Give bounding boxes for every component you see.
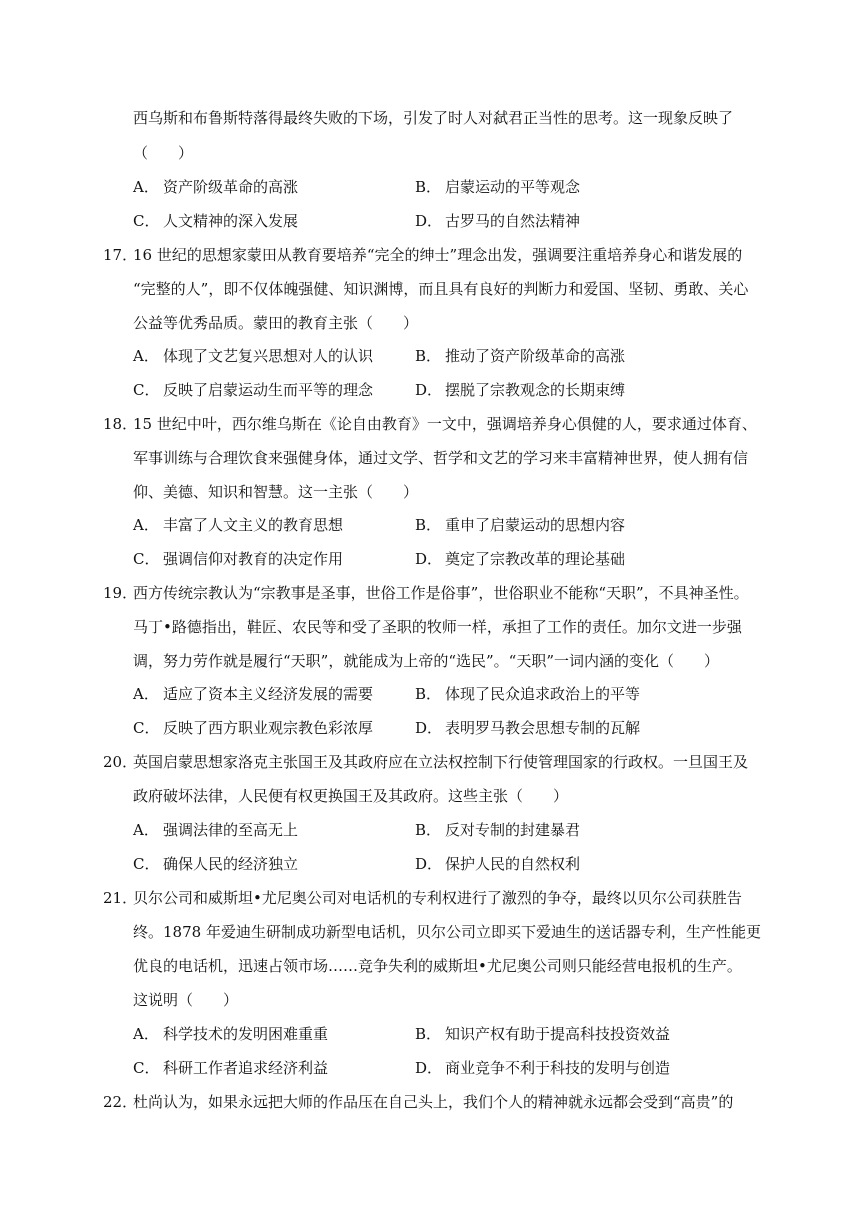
- question-text-line: 仰、美德、知识和智慧。这一主张（ ）: [133, 483, 419, 501]
- question-text-line: 调，努力劳作就是履行“天职”，就能成为上帝的“选民”。“天职”一词内涵的变化（ ）: [133, 652, 720, 670]
- option-a: A． 资产阶级革命的高涨: [133, 178, 299, 196]
- option-d: D． 表明罗马教会思想专制的瓦解: [415, 719, 641, 737]
- option-d: D． 摆脱了宗教观念的长期束缚: [415, 381, 626, 399]
- question-number: 19．: [103, 584, 138, 602]
- option-b: B． 反对专制的封建暴君: [415, 821, 581, 839]
- question-text-line: 西乌斯和布鲁斯特落得最终失败的下场，引发了时人对弑君正当性的思考。这一现象反映了: [133, 109, 734, 127]
- question-text-line: 15 世纪中叶，西尔维乌斯在《论自由教育》一文中，强调培养身心俱健的人，要求通过体育、: [133, 415, 757, 433]
- question-text-line: 16 世纪的思想家蒙田从教育要培养“完全的绅士”理念出发，强调要注重培养身心和谐发展的: [133, 246, 743, 264]
- question-text-line: 军事训练与合理饮食来强健身体，通过文学、哲学和文艺的学习来丰富精神世界，使人拥有信: [133, 449, 749, 467]
- question-text-line: 政府破坏法律，人民便有权更换国王及其政府。这些主张（ ）: [133, 787, 569, 805]
- question-number: 21．: [103, 889, 138, 907]
- option-b: B． 知识产权有助于提高科技投资效益: [415, 1025, 671, 1043]
- question-text-line: 英国启蒙思想家洛克主张国王及其政府应在立法权控制下行使管理国家的行政权。一旦国王及: [133, 753, 749, 771]
- option-b: B． 启蒙运动的平等观念: [415, 178, 581, 196]
- question-text-line: 西方传统宗教认为“宗教事是圣事，世俗工作是俗事”，世俗职业不能称“天职”，不具神圣性。: [133, 584, 749, 602]
- option-c: C． 人文精神的深入发展: [133, 212, 299, 230]
- option-c: C． 科研工作者追求经济利益: [133, 1059, 329, 1077]
- option-a: A． 科学技术的发明困难重重: [133, 1025, 329, 1043]
- question-text-line: 终。1878 年爱迪生研制成功新型电话机，贝尔公司立即买下爱迪生的送话器专利，生产性能更: [133, 923, 761, 941]
- answer-blank: （ ）: [133, 144, 194, 162]
- option-c: C． 反映了启蒙运动生而平等的理念: [133, 381, 374, 399]
- question-number: 17．: [103, 246, 138, 264]
- option-b: B． 推动了资产阶级革命的高涨: [415, 347, 626, 365]
- question-text-line: 优良的电话机，迅速占领市场……竞争失利的威斯坦•尤尼奥公司则只能经营电报机的生产。: [133, 957, 742, 975]
- option-d: D． 保护人民的自然权利: [415, 855, 581, 873]
- question-text-line: 马丁•路德指出，鞋匠、农民等和受了圣职的牧师一样，承担了工作的责任。加尔文进一步强: [133, 618, 742, 636]
- option-a: A． 丰富了人文主义的教育思想: [133, 516, 344, 534]
- question-text-line: 贝尔公司和威斯坦•尤尼奥公司对电话机的专利权进行了激烈的争夺，最终以贝尔公司获胜告: [133, 889, 742, 907]
- question-number: 20．: [103, 753, 138, 771]
- option-a: A． 适应了资本主义经济发展的需要: [133, 685, 374, 703]
- question-text-line: 杜尚认为，如果永远把大师的作品压在自己头上，我们个人的精神就永远都会受到“高贵”的: [133, 1093, 734, 1111]
- question-text-line: “完整的人”，即不仅体魄强健、知识渊博，而且具有良好的判断力和爱国、坚韧、勇敢、关心: [133, 280, 749, 298]
- question-number: 18．: [103, 415, 138, 433]
- option-c: C． 确保人民的经济独立: [133, 855, 299, 873]
- option-b: B． 体现了民众追求政治上的平等: [415, 685, 641, 703]
- option-d: D． 古罗马的自然法精神: [415, 212, 581, 230]
- option-c: C． 强调信仰对教育的决定作用: [133, 550, 344, 568]
- question-text-line: 这说明（ ）: [133, 991, 239, 1009]
- option-a: A． 强调法律的至高无上: [133, 821, 299, 839]
- option-b: B． 重申了启蒙运动的思想内容: [415, 516, 626, 534]
- question-text-line: 公益等优秀品质。蒙田的教育主张（ ）: [133, 314, 419, 332]
- option-d: D． 商业竞争不利于科技的发明与创造: [415, 1059, 671, 1077]
- question-number: 22．: [103, 1093, 138, 1111]
- option-c: C． 反映了西方职业观宗教色彩浓厚: [133, 719, 374, 737]
- option-d: D． 奠定了宗教改革的理论基础: [415, 550, 626, 568]
- option-a: A． 体现了文艺复兴思想对人的认识: [133, 347, 374, 365]
